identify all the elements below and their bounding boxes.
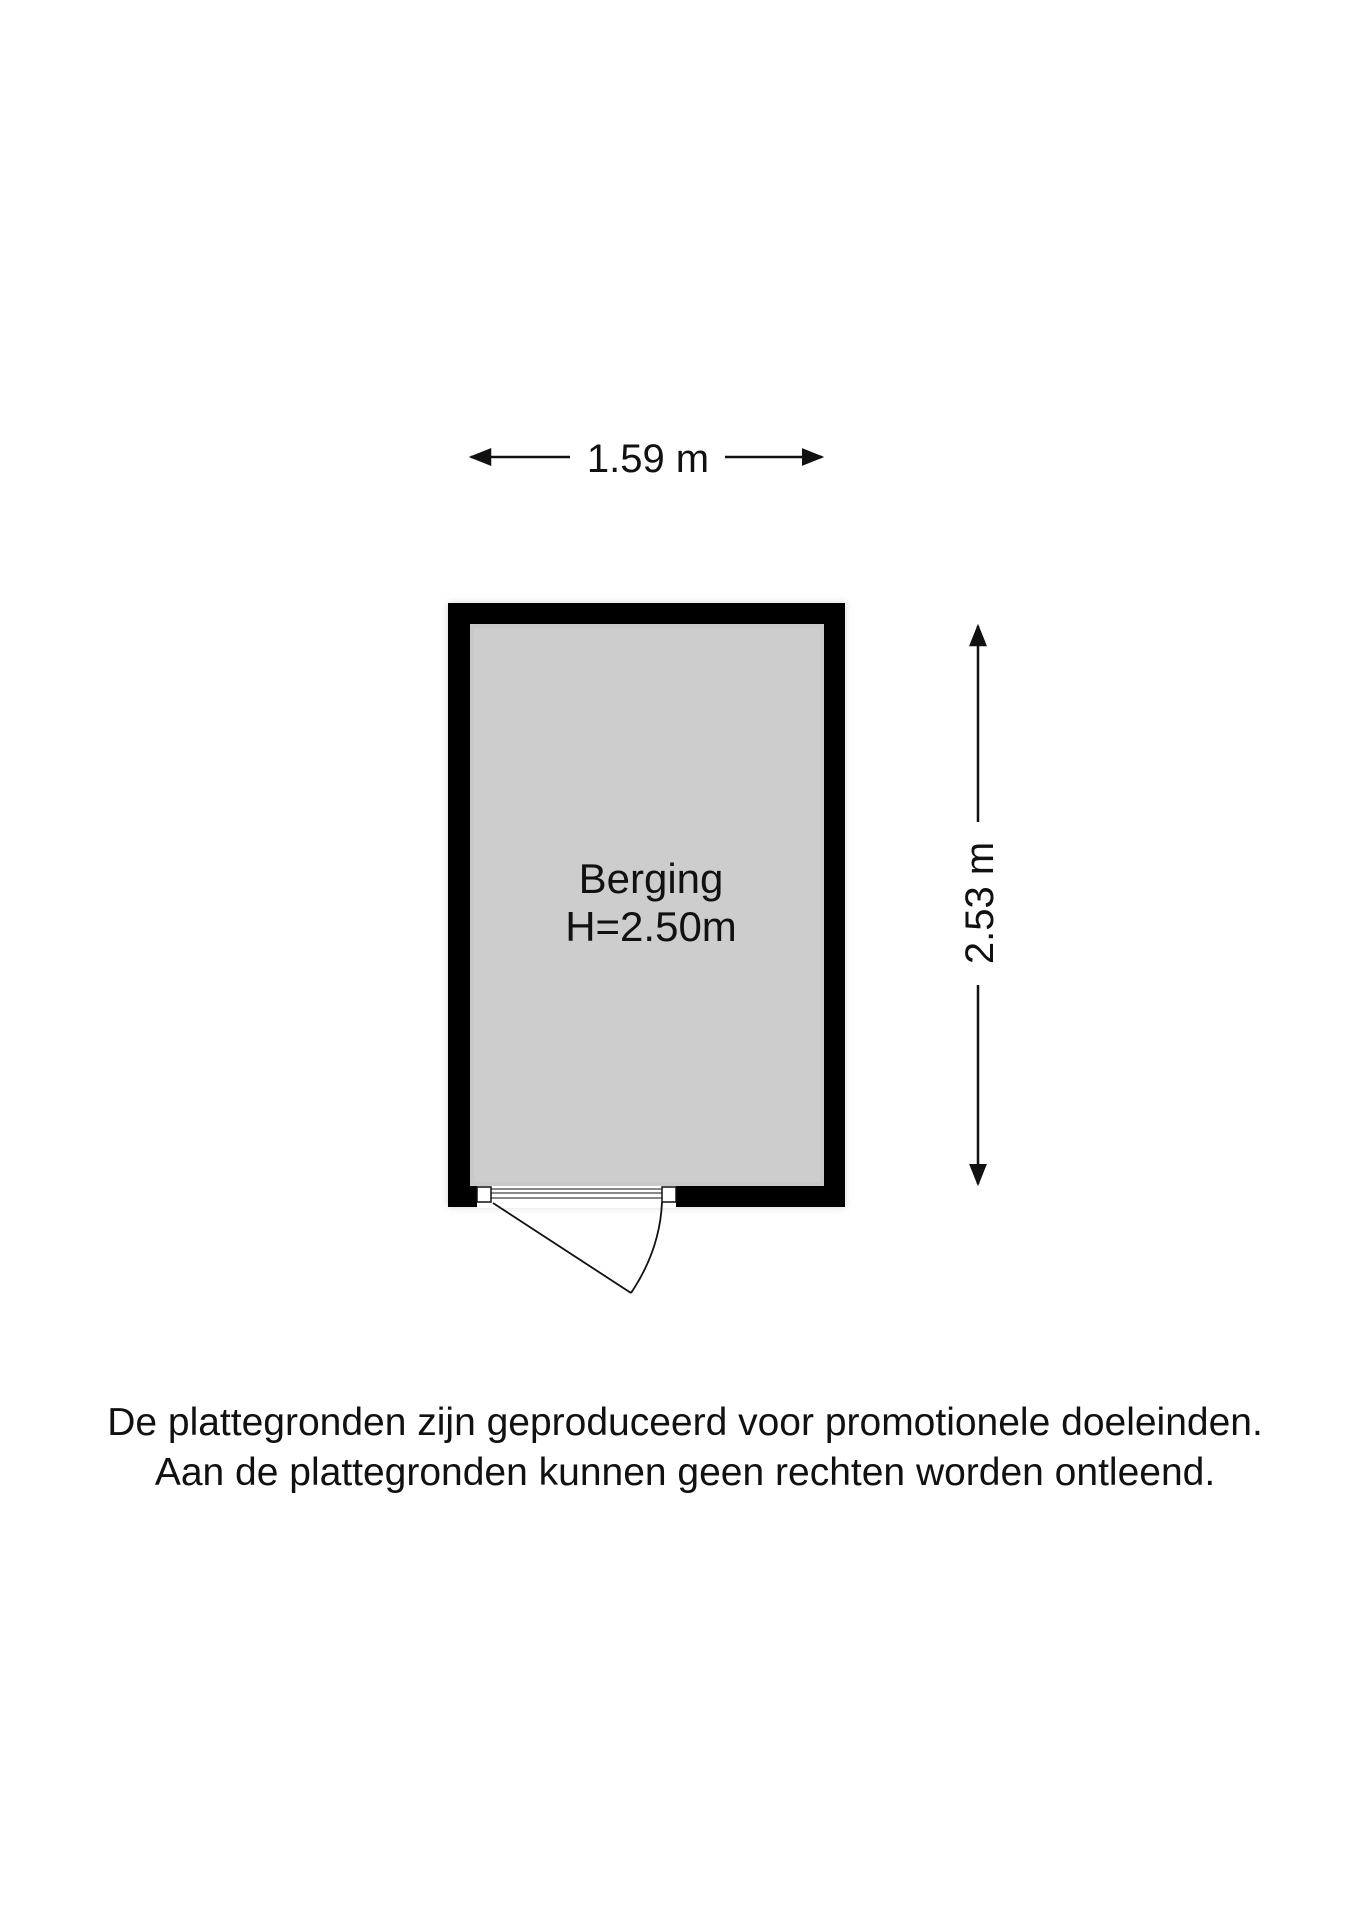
width-dimension xyxy=(471,437,822,481)
room-name: Berging xyxy=(578,855,724,902)
disclaimer-line-1: De plattegronden zijn geproduceerd voor promotionele doeleinden. xyxy=(107,1401,1263,1444)
width-label: 1.59 m xyxy=(586,437,710,481)
disclaimer-line-2: Aan de plattegronden kunnen geen rechten worden ontleend. xyxy=(154,1451,1216,1494)
height-label: 2.53 m xyxy=(958,841,1002,965)
door-frame xyxy=(662,1187,676,1202)
door-frame xyxy=(477,1187,491,1202)
door-swing-arc xyxy=(631,1202,662,1293)
height-dimension xyxy=(958,626,1002,1184)
room-berging xyxy=(448,603,845,1293)
room-height: H=2.50m xyxy=(565,903,737,950)
door-leaf xyxy=(493,1203,631,1293)
